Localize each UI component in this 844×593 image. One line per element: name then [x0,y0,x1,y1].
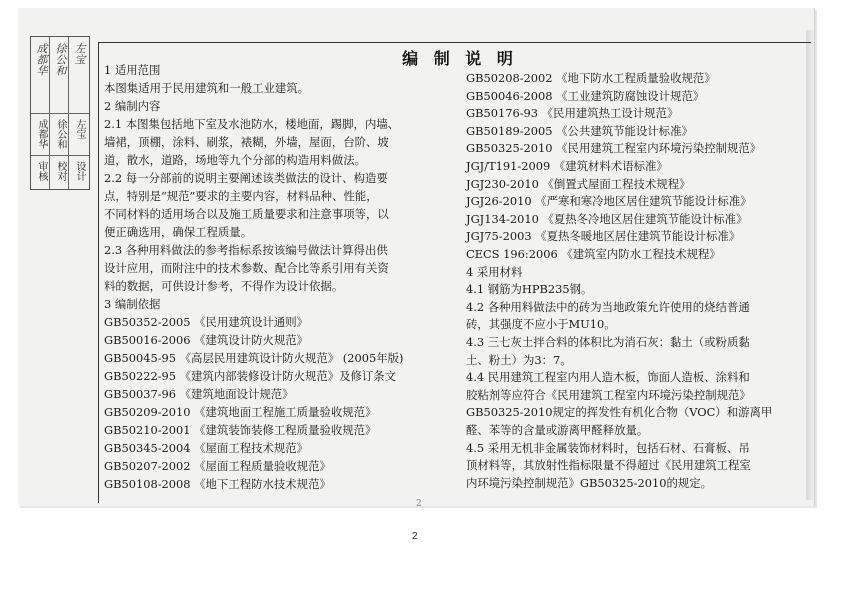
right-column-line: 胶粘剂等应符合《民用建筑工程室内环境污染控制规范》 [466,387,751,402]
right-column-line: GB50208-2002 《地下防水工程质量验收规范》 [466,71,716,85]
right-column-line: GB50046-2008 《工业建筑防腐蚀设计规范》 [466,88,705,103]
left-column-line: 不同材料的适用场合以及施工质量要求和注意事项等，以 [104,207,389,221]
right-column-line: 4.3 三七灰土拌合料的体积比为消石灰：黏土（或粉质黏 [466,335,750,349]
left-column-line: 1 适用范围 [104,63,161,77]
right-column-line: CECS 196:2006 《建筑室内防水工程技术规程》 [466,247,721,261]
right-column-line: JGJ26-2010 《严寒和寒冷地区居住建筑节能设计标准》 [466,194,752,209]
left-column-line: 道，散水，道路，场地等九个分部的构造用料做法。 [104,153,366,167]
left-column-line: GB50037-96 《建筑地面设计规范》 [104,387,294,401]
left-column-line: 便正确选用，确保工程质量。 [104,225,253,239]
left-column-line: GB50108-2008 《地下工程防水技术规范》 [104,477,331,491]
signature-row-divider [31,113,89,114]
right-column-line: GB50176-93 《民用建筑热工设计规范》 [466,106,679,121]
right-column-line: 内环境污染控制规范》GB50325-2010的规定。 [466,475,713,490]
review-signature: 成都华 [35,43,48,76]
right-column-line: JGJ134-2010 《夏热冬冷地区居住建筑节能设计标准》 [466,211,748,226]
review-name: 成都华 [36,119,47,149]
left-column-line: 墙裙，顶棚，涂料、刷浆，裱糊，外墙，屋面，台阶、坡 [104,135,389,149]
left-column-line: GB50045-95 《高层民用建筑设计防火规范》 (2005年版) [104,351,404,365]
right-column-line: 砖，其强度不应小于MU10。 [466,317,616,332]
left-column-line: GB50209-2010 《建筑地面工程施工质量验收规范》 [104,405,377,419]
review-label: 审核 [36,161,47,181]
right-column-line: 顶材料等，其放射性指标限量不得超过《民用建筑工程室 [466,458,751,473]
right-column-line: GB50325-2010 《民用建筑工程室内环境污染控制规范》 [466,141,762,156]
design-label: 设计 [74,161,85,181]
left-column-line: GB50210-2001 《建筑装饰装修工程质量验收规范》 [104,423,377,437]
left-column-line: GB50345-2004 《屋面工程技术规范》 [104,441,309,455]
left-column-line: 点，特别是“规范”要求的主要内容，材料品种、性能， [104,189,378,203]
right-column-line: 4 采用材料 [466,264,523,279]
right-column-line: JGJ230-2010 《倒置式屋面工程技术规程》 [466,176,691,191]
signature-row-divider [31,155,89,156]
ghost-page-number: 2 [416,499,422,509]
page-number: 2 [412,531,418,542]
left-column-line: 料的数据，可供设计参考，不得作为设计依据。 [104,279,344,293]
left-column-line: 3 编制依据 [104,297,161,311]
right-column-line: GB50189-2005 《公共建筑节能设计标准》 [466,123,693,138]
right-column-line: 土、粉土）为3：7。 [466,352,572,367]
right-column-line: JGJ75-2003 《夏热冬暖地区居住建筑节能设计标准》 [466,229,741,244]
proofread-signature: 徐公和 [54,43,67,76]
left-column-line: GB50352-2005 《民用建筑设计通则》 [104,315,309,329]
right-column-line: GB50325-2010规定的挥发性有机化合物（VOC）和游离甲 [466,405,773,420]
left-column-line: 2.3 各种用料做法的参考指标系按该编号做法计算得出供 [104,243,388,257]
left-column-line: 设计应用，而附注中的技术参数、配合比等系引用有关资 [104,261,389,275]
right-column-line: 醛、苯等的含量或游离甲醛释放量。 [466,423,649,437]
proofread-name: 徐公和 [55,119,66,149]
page-title: 编 制 说 明 [402,49,518,68]
right-column-line: 4.5 采用无机非金属装饰材料时，包括石材、石膏板、吊 [466,440,750,455]
left-column-line: GB50016-2006 《建筑设计防火规范》 [104,333,309,347]
left-column-line: 2 编制内容 [104,99,161,113]
left-column-line: 本图集适用于民用建筑和一般工业建筑。 [104,81,310,95]
left-column-line: GB50207-2002 《屋面工程质量验收规范》 [104,459,331,473]
right-column-line: 4.4 民用建筑工程室内用人造木板，饰面人造板、涂料和 [466,370,750,385]
right-column-line: 4.1 钢筋为HPB235钢。 [466,282,593,297]
right-column-line: JGJ/T191-2009 《建筑材料术语标准》 [466,159,668,173]
signature-block [30,36,90,190]
left-column-line: 2.1 本图集包括地下室及水池防水，楼地面，踢脚，内墙、 [104,117,400,131]
left-column-line: GB50222-95 《建筑内部装修设计防火规范》及修订条文 [104,369,397,383]
design-name: 左宝 [74,119,85,139]
right-column-line: 4.2 各种用料做法中的砖为当地政策允许使用的烧结普通 [466,299,750,314]
design-signature: 左宝 [73,43,86,65]
left-column-line: 2.2 每一分部前的说明主要阐述该类做法的设计、构造要 [104,171,388,185]
proofread-label: 校对 [55,161,66,181]
